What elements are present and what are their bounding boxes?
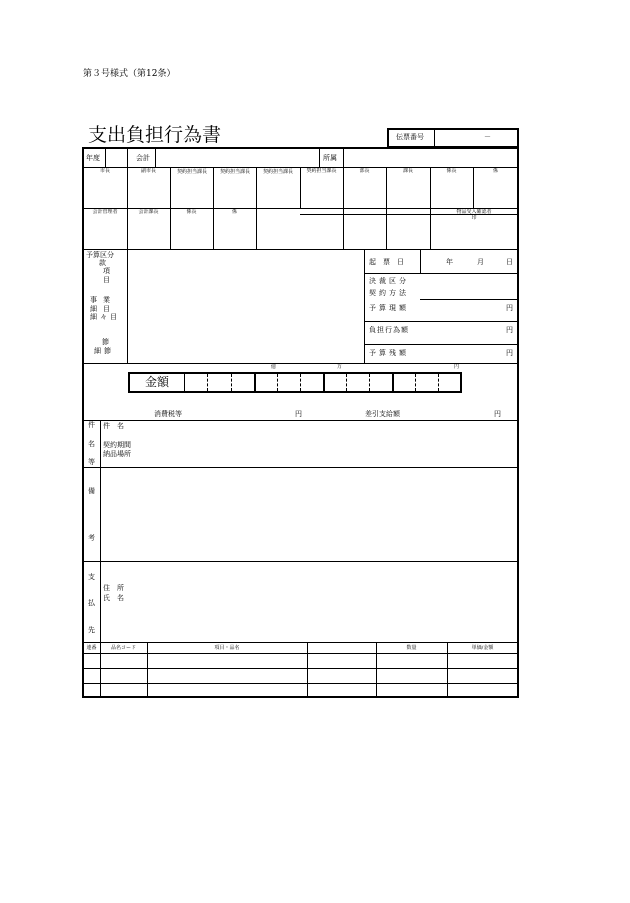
items-col-seq: 連番 [86,645,97,651]
form-number: 第３号様式（第12条） [83,69,176,79]
payee-side-3: 先 [88,626,95,634]
amount-oku-unit: 億 [271,364,277,370]
stamp-vice-mayor: 副市長 [140,168,156,174]
amount-label: 金額 [145,375,170,389]
stamp-acc-staff: 係 [231,209,237,215]
year-label: 年度 [86,154,100,162]
tax-label: 消費税等 [154,410,182,418]
stamp-director: 部長 [359,168,370,174]
dept-label: 所属 [323,154,337,162]
stamp-accounting-chief: 会計課長 [138,209,159,215]
budget-kan: 款 [99,259,106,267]
subject-side-2: 名 [88,440,95,448]
decision-label: 決裁区分 [369,277,409,285]
page-title: 支出負担行為書 [88,124,222,146]
voucher-label: 伝票番号 [396,133,424,141]
budget-class-label: 予算区分 [86,251,114,259]
delivery-place-label: 納品場所 [103,450,131,458]
subject-side-1: 件 [88,421,95,429]
budget-remaining-yen: 円 [506,349,513,357]
budget-moku: 目 [103,276,110,284]
remarks-side-2: 考 [88,534,95,542]
stamp-contract-2: 契約担当課長 [219,169,250,175]
budget-current-yen: 円 [506,304,513,312]
items-col-name: 項目・品名 [214,645,240,651]
amount-man-unit: 万 [337,364,343,370]
commitment-yen: 円 [506,326,513,334]
contract-period-label: 契約期間 [103,441,131,449]
stamp-mayor: 市長 [99,168,110,174]
account-label: 会計 [136,154,150,162]
date-day: 日 [506,258,513,266]
net-payment-label: 差引支給額 [365,410,400,418]
form-frame [82,147,519,698]
stamp-accounting-manager: 会計管理者 [92,209,118,215]
amount-yen-unit: 円 [454,364,460,370]
stamp-contract-3: 契約担当課長 [262,169,293,175]
budget-setsu: 節 [102,338,109,346]
remarks-side-1: 備 [88,487,95,495]
budget-saisaimoku: 細々目 [90,313,120,321]
budget-current-label: 予算現額 [369,304,409,312]
items-col-code: 品名コード [110,645,136,651]
budget-remaining-label: 予算残額 [369,349,409,357]
items-col-price: 単価/金額 [471,645,494,651]
budget-kou: 項 [103,267,110,275]
stamp-subsection-chief: 係長 [446,168,457,174]
date-year: 年 [446,258,453,266]
receipt-label: 物品受入確認者 [456,209,492,215]
budget-saisetsu: 細節 [94,347,114,355]
receipt-seal: 印 [471,215,477,221]
payee-side-2: 払 [88,599,95,607]
tax-yen: 円 [295,410,302,418]
payee-side-1: 支 [88,573,95,581]
contract-method-label: 契約方法 [369,289,409,297]
budget-project: 事業 [90,296,116,304]
stamp-acc-subsection-chief: 係長 [186,209,197,215]
net-payment-yen: 円 [494,410,501,418]
subject-name-label: 件 名 [103,422,124,430]
stamp-contract-4: 契約担当課長 [306,168,337,174]
draft-date-label: 起票日 [369,258,411,266]
subject-side-3: 等 [88,458,95,466]
amount-box[interactable] [128,372,462,393]
commitment-label: 負担行為額 [369,326,409,334]
voucher-value[interactable]: － [484,133,491,141]
stamp-staff: 係 [492,168,498,174]
stamp-contract-1: 契約担当課長 [176,169,207,175]
payee-name-label: 氏 名 [103,594,124,602]
stamp-section-chief: 課長 [402,168,413,174]
payee-address-label: 住 所 [103,584,124,592]
items-col-qty: 数量 [406,645,417,651]
date-month: 月 [477,258,484,266]
budget-saimoku: 細目 [90,305,116,313]
